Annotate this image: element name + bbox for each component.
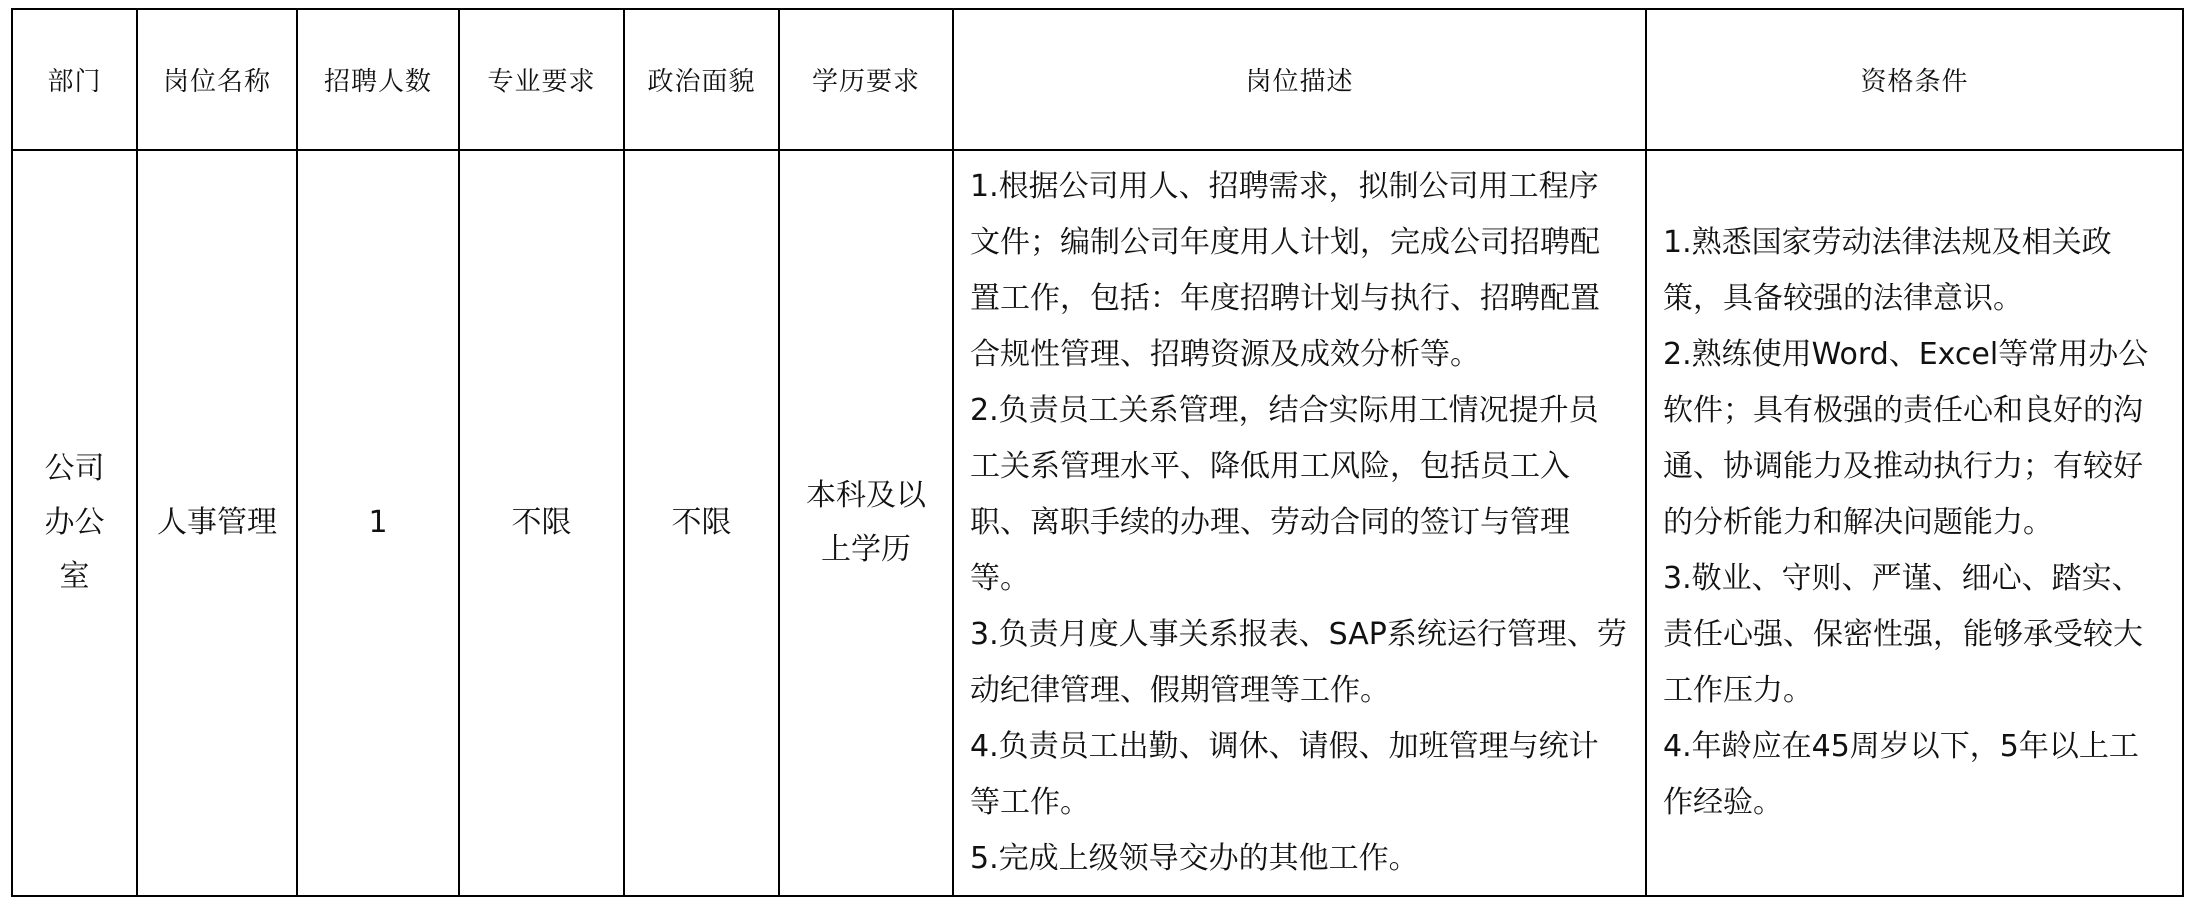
recruitment-table xyxy=(11,8,2184,897)
description-item-2: 2.负责员工关系管理，结合实际用工情况提升员工关系管理水平、降低用工风险，包括员工入职、离职手续的办理、劳动合同的签订与管理等。 xyxy=(970,393,1599,596)
qualification-item-4: 4.年龄应在45周岁以下，5年以上工作经验。 xyxy=(1663,729,2139,820)
education-value: 本科及以上学历 xyxy=(806,478,926,567)
qualification-item-1: 1.熟悉国家劳动法律法规及相关政策，具备较强的法律意识。 xyxy=(1663,225,2112,316)
political-status-value: 不限 xyxy=(671,505,732,540)
header-department: 部门 xyxy=(12,9,137,150)
qualification-item-3: 3.敬业、守则、严谨、细心、踏实、责任心强、保密性强，能够承受较大工作压力。 xyxy=(1663,561,2143,708)
position-value: 人事管理 xyxy=(157,505,277,540)
description-item-5: 5.完成上级领导交办的其他工作。 xyxy=(970,841,1419,876)
cell-education xyxy=(779,150,953,896)
header-qualifications: 资格条件 xyxy=(1646,9,2183,150)
headcount-value: 1 xyxy=(368,505,388,540)
description-item-3: 3.负责月度人事关系报表、SAP系统运行管理、劳动纪律管理、假期管理等工作。 xyxy=(970,617,1627,708)
major-value: 不限 xyxy=(511,505,572,540)
cell-headcount xyxy=(297,150,459,896)
cell-political-status xyxy=(624,150,779,896)
header-headcount: 招聘人数 xyxy=(297,9,459,150)
header-education: 学历要求 xyxy=(779,9,953,150)
header-major: 专业要求 xyxy=(459,9,624,150)
cell-position xyxy=(137,150,297,896)
description-item-4: 4.负责员工出勤、调休、请假、加班管理与统计等工作。 xyxy=(970,729,1599,820)
cell-major xyxy=(459,150,624,896)
header-row xyxy=(12,9,2183,150)
header-position: 岗位名称 xyxy=(137,9,297,150)
department-value: 公司办公室 xyxy=(44,451,105,594)
header-description: 岗位描述 xyxy=(953,9,1646,150)
qualification-item-2: 2.熟练使用Word、Excel等常用办公软件；具有极强的责任心和良好的沟通、协调能力及推动执行力；有较好的分析能力和解决问题能力。 xyxy=(1663,337,2149,540)
cell-qualifications xyxy=(1646,150,2183,896)
table-row xyxy=(12,150,2183,896)
cell-department xyxy=(12,150,137,896)
cell-description xyxy=(953,150,1646,896)
header-political-status: 政治面貌 xyxy=(624,9,779,150)
description-item-1: 1.根据公司用人、招聘需求，拟制公司用工程序文件；编制公司年度用人计划，完成公司招聘配置工作，包括：年度招聘计划与执行、招聘配置合规性管理、招聘资源及成效分析等。 xyxy=(970,169,1600,372)
